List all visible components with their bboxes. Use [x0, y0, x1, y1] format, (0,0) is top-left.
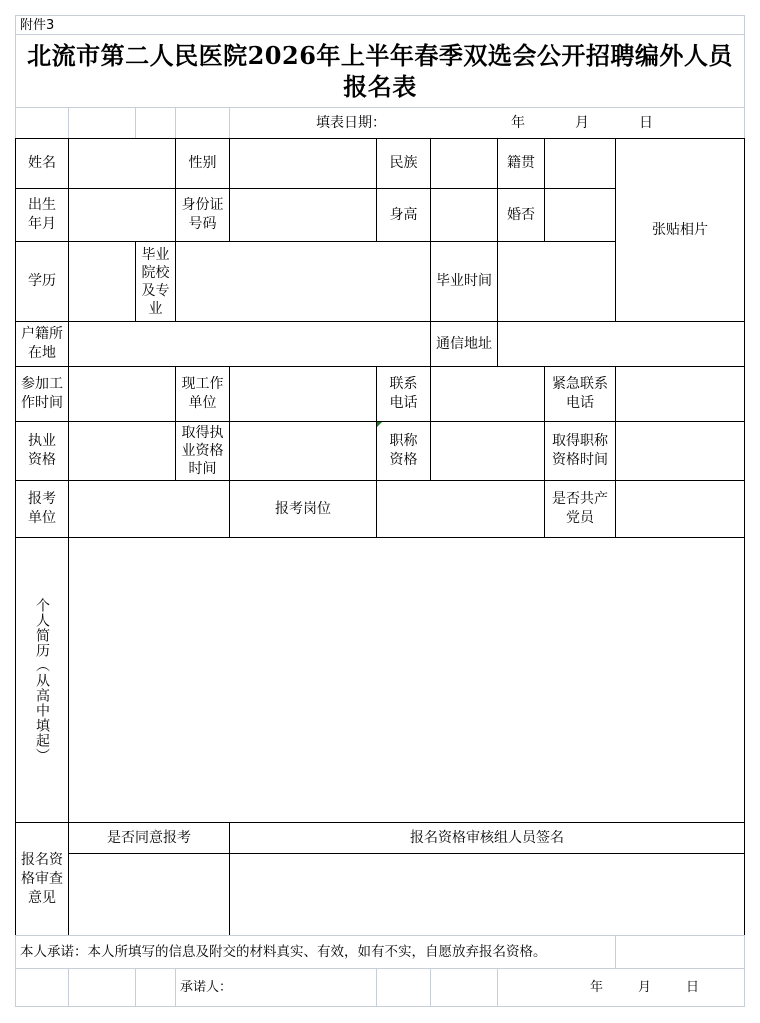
label-phone: 联系 电话: [376, 366, 431, 422]
label-height: 身高: [376, 188, 431, 242]
label-birth: 出生 年月: [15, 188, 69, 242]
pledge-date-year[interactable]: 年: [590, 980, 604, 995]
label-reviewer-sign: 报名资格审核组人员签名: [229, 822, 745, 854]
grid-cell: [175, 107, 230, 139]
photo-box[interactable]: 张贴相片: [615, 138, 745, 322]
label-license: 执业 资格: [15, 421, 69, 481]
fill-date-day[interactable]: 日: [639, 114, 653, 131]
phone-field[interactable]: [430, 366, 545, 422]
license-time-field[interactable]: [229, 421, 377, 481]
name-field[interactable]: [68, 138, 176, 189]
fill-date-row: [229, 107, 745, 139]
fill-date-month[interactable]: 月: [575, 114, 589, 131]
grid-cell: [15, 107, 69, 139]
label-id-number: 身份证 号码: [175, 188, 230, 242]
apply-post-field[interactable]: [376, 480, 545, 538]
label-title-qual: 职称 资格: [376, 421, 431, 481]
label-grad-time: 毕业时间: [430, 241, 498, 322]
label-native-place: 籍贯: [497, 138, 545, 189]
label-emergency-phone: 紧急联系 电话: [544, 366, 616, 422]
label-marital: 婚否: [497, 188, 545, 242]
apply-unit-field[interactable]: [68, 480, 230, 538]
label-household: 户籍所 在地: [15, 321, 69, 367]
id-number-field[interactable]: [229, 188, 377, 242]
grid-cell: [15, 968, 69, 1007]
party-member-field[interactable]: [615, 480, 745, 538]
birth-field[interactable]: [68, 188, 176, 242]
label-agree: 是否同意报考: [68, 822, 230, 854]
grid-cell: [68, 968, 136, 1007]
label-resume: [15, 537, 69, 823]
label-current-employer: 现工作 单位: [175, 366, 230, 422]
label-gender: 性别: [175, 138, 230, 189]
pledge-date-day[interactable]: 日: [686, 980, 700, 995]
grid-cell: [376, 968, 431, 1007]
emergency-phone-field[interactable]: [615, 366, 745, 422]
license-field[interactable]: [68, 421, 176, 481]
label-name: 姓名: [15, 138, 69, 189]
address-field[interactable]: [497, 321, 745, 367]
label-license-time: 取得执 业资格 时间: [175, 421, 230, 481]
agree-field[interactable]: [68, 853, 230, 936]
title-qual-time-field[interactable]: [615, 421, 745, 481]
comment-marker-icon: [377, 422, 382, 427]
resume-field[interactable]: [68, 537, 745, 823]
native-place-field[interactable]: [544, 138, 616, 189]
title-qual-field[interactable]: [430, 421, 545, 481]
education-field[interactable]: [68, 241, 136, 322]
label-review: 报名资 格审查 意见: [15, 822, 69, 936]
label-apply-unit: 报考 单位: [15, 480, 69, 538]
label-party-member: 是否共产 党员: [544, 480, 616, 538]
pledge-date-month[interactable]: 月: [638, 980, 652, 995]
pledge-date-row: [497, 968, 745, 1007]
form-title: 北流市第二人民医院2026年上半年春季双选会公开招聘编外人员报名表: [15, 34, 745, 108]
label-address: 通信地址: [430, 321, 498, 367]
pledger-label: 承诺人：: [175, 968, 377, 1007]
school-major-field[interactable]: [175, 241, 431, 322]
household-field[interactable]: [68, 321, 431, 367]
attachment-label: 附件3: [15, 15, 745, 35]
gender-field[interactable]: [229, 138, 377, 189]
reviewer-sign-field[interactable]: [229, 853, 745, 936]
work-start-field[interactable]: [68, 366, 176, 422]
label-apply-post: 报考岗位: [229, 480, 377, 538]
label-education: 学历: [15, 241, 69, 322]
grid-cell: [135, 968, 176, 1007]
grid-cell: [430, 968, 498, 1007]
height-field[interactable]: [430, 188, 498, 242]
resume-label-text: 个人简历（从高中填起）: [34, 597, 50, 763]
current-employer-field[interactable]: [229, 366, 377, 422]
label-school-major: 毕业 院校 及专 业: [135, 241, 176, 322]
grad-time-field[interactable]: [497, 241, 616, 322]
grid-cell: [615, 935, 745, 969]
pledge-text: 本人承诺：本人所填写的信息及附交的材料真实、有效，如有不实，自愿放弃报名资格。: [15, 935, 616, 969]
label-title-qual-time: 取得职称 资格时间: [544, 421, 616, 481]
ethnicity-field[interactable]: [430, 138, 498, 189]
fill-date-label: 填表日期：: [316, 114, 386, 131]
grid-cell: [135, 107, 176, 139]
label-work-start: 参加工 作时间: [15, 366, 69, 422]
label-ethnicity: 民族: [376, 138, 431, 189]
fill-date-year[interactable]: 年: [511, 114, 525, 131]
marital-field[interactable]: [544, 188, 616, 242]
grid-cell: [68, 107, 136, 139]
